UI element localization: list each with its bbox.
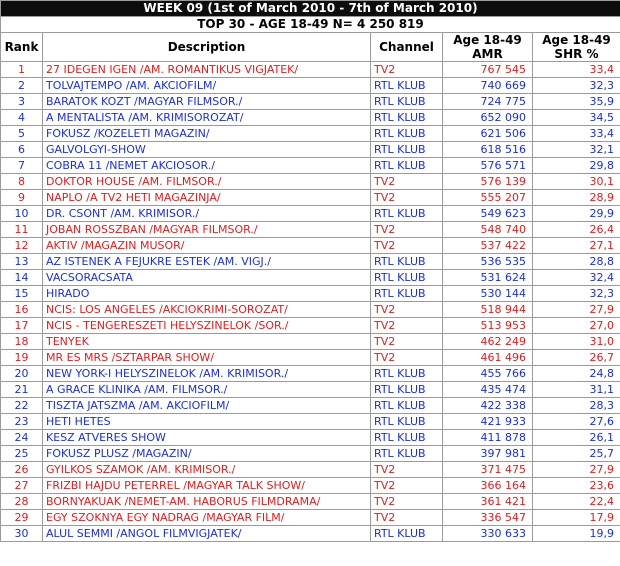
shr-cell: 22,4 xyxy=(533,494,620,510)
shr-cell: 33,4 xyxy=(533,62,620,78)
table-row xyxy=(1,110,620,126)
table-row xyxy=(1,126,620,142)
amr-cell: 361 421 xyxy=(443,494,533,510)
table-row xyxy=(1,174,620,190)
rank-cell: 22 xyxy=(1,398,43,414)
amr-header-line2: AMR xyxy=(472,47,503,61)
table-row xyxy=(1,254,620,270)
amr-cell: 621 506 xyxy=(443,126,533,142)
table-subtitle: TOP 30 - AGE 18-49 N= 4 250 819 xyxy=(1,17,620,33)
channel-cell: RTL KLUB xyxy=(371,110,443,126)
rank-cell: 20 xyxy=(1,366,43,382)
rank-cell: 18 xyxy=(1,334,43,350)
description-cell: DR. CSONT /AM. KRIMISOR./ xyxy=(43,206,371,222)
subtitle-row xyxy=(1,17,620,33)
amr-cell: 455 766 xyxy=(443,366,533,382)
shr-cell: 32,3 xyxy=(533,78,620,94)
amr-cell: 530 144 xyxy=(443,286,533,302)
amr-cell: 397 981 xyxy=(443,446,533,462)
rank-cell: 27 xyxy=(1,478,43,494)
table-row xyxy=(1,190,620,206)
table-row xyxy=(1,206,620,222)
description-cell: FOKUSZ PLUSZ /MAGAZIN/ xyxy=(43,446,371,462)
rank-cell: 2 xyxy=(1,78,43,94)
channel-cell: TV2 xyxy=(371,510,443,526)
amr-cell: 513 953 xyxy=(443,318,533,334)
shr-cell: 30,1 xyxy=(533,174,620,190)
description-cell: 27 IDEGEN IGEN /AM. ROMANTIKUS VIGJATEK/ xyxy=(43,62,371,78)
description-cell: HETI HETES xyxy=(43,414,371,430)
table-row xyxy=(1,382,620,398)
channel-cell: RTL KLUB xyxy=(371,94,443,110)
amr-header xyxy=(443,33,533,62)
channel-cell: TV2 xyxy=(371,462,443,478)
table-row xyxy=(1,78,620,94)
channel-cell: TV2 xyxy=(371,174,443,190)
description-cell: ALUL SEMMI /ANGOL FILMVIGJATEK/ xyxy=(43,526,371,542)
rank-cell: 28 xyxy=(1,494,43,510)
description-cell: HIRADO xyxy=(43,286,371,302)
channel-cell: RTL KLUB xyxy=(371,270,443,286)
rank-cell: 30 xyxy=(1,526,43,542)
amr-cell: 576 139 xyxy=(443,174,533,190)
channel-cell: TV2 xyxy=(371,334,443,350)
table-row xyxy=(1,430,620,446)
amr-cell: 371 475 xyxy=(443,462,533,478)
channel-cell: TV2 xyxy=(371,190,443,206)
table-row xyxy=(1,462,620,478)
amr-cell: 411 878 xyxy=(443,430,533,446)
table-row xyxy=(1,62,620,78)
description-cell: COBRA 11 /NEMET AKCIOSOR./ xyxy=(43,158,371,174)
rank-cell: 6 xyxy=(1,142,43,158)
rank-cell: 13 xyxy=(1,254,43,270)
amr-cell: 724 775 xyxy=(443,94,533,110)
amr-cell: 537 422 xyxy=(443,238,533,254)
description-cell: DOKTOR HOUSE /AM. FILMSOR./ xyxy=(43,174,371,190)
amr-cell: 518 944 xyxy=(443,302,533,318)
shr-cell: 29,9 xyxy=(533,206,620,222)
description-cell: TENYEK xyxy=(43,334,371,350)
channel-cell: RTL KLUB xyxy=(371,254,443,270)
rank-cell: 14 xyxy=(1,270,43,286)
rank-cell: 11 xyxy=(1,222,43,238)
channel-cell: TV2 xyxy=(371,494,443,510)
week-title: WEEK 09 (1st of March 2010 - 7th of March 2010) xyxy=(1,1,620,17)
week-title-row xyxy=(1,1,620,17)
channel-cell: RTL KLUB xyxy=(371,142,443,158)
description-cell: FOKUSZ /KOZELETI MAGAZIN/ xyxy=(43,126,371,142)
shr-cell: 32,3 xyxy=(533,286,620,302)
amr-cell: 618 516 xyxy=(443,142,533,158)
channel-cell: RTL KLUB xyxy=(371,158,443,174)
amr-cell: 330 633 xyxy=(443,526,533,542)
description-cell: A MENTALISTA /AM. KRIMISOROZAT/ xyxy=(43,110,371,126)
shr-cell: 28,8 xyxy=(533,254,620,270)
shr-cell: 29,8 xyxy=(533,158,620,174)
amr-cell: 421 933 xyxy=(443,414,533,430)
table-row xyxy=(1,94,620,110)
shr-cell: 35,9 xyxy=(533,94,620,110)
table-row xyxy=(1,350,620,366)
rank-cell: 29 xyxy=(1,510,43,526)
channel-cell: TV2 xyxy=(371,478,443,494)
channel-cell: RTL KLUB xyxy=(371,78,443,94)
rank-cell: 5 xyxy=(1,126,43,142)
table-row xyxy=(1,334,620,350)
amr-cell: 462 249 xyxy=(443,334,533,350)
shr-cell: 31,0 xyxy=(533,334,620,350)
description-cell: TOLVAJTEMPO /AM. AKCIOFILM/ xyxy=(43,78,371,94)
shr-cell: 23,6 xyxy=(533,478,620,494)
rank-cell: 15 xyxy=(1,286,43,302)
shr-cell: 26,4 xyxy=(533,222,620,238)
amr-header-line1: Age 18-49 xyxy=(453,33,522,47)
shr-header-line2: SHR % xyxy=(554,47,599,61)
shr-cell: 25,7 xyxy=(533,446,620,462)
amr-cell: 366 164 xyxy=(443,478,533,494)
table-row xyxy=(1,318,620,334)
shr-cell: 19,9 xyxy=(533,526,620,542)
description-cell: BARATOK KOZT /MAGYAR FILMSOR./ xyxy=(43,94,371,110)
rank-cell: 1 xyxy=(1,62,43,78)
table-row xyxy=(1,366,620,382)
channel-cell: RTL KLUB xyxy=(371,382,443,398)
description-cell: AZ ISTENEK A FEJUKRE ESTEK /AM. VIGJ./ xyxy=(43,254,371,270)
rank-cell: 9 xyxy=(1,190,43,206)
channel-cell: TV2 xyxy=(371,302,443,318)
description-cell: FRIZBI HAJDU PETERREL /MAGYAR TALK SHOW/ xyxy=(43,478,371,494)
amr-cell: 336 547 xyxy=(443,510,533,526)
channel-cell: TV2 xyxy=(371,222,443,238)
description-cell: NEW YORK-I HELYSZINELOK /AM. KRIMISOR./ xyxy=(43,366,371,382)
description-cell: NCIS: LOS ANGELES /AKCIOKRIMI-SOROZAT/ xyxy=(43,302,371,318)
shr-cell: 28,9 xyxy=(533,190,620,206)
shr-cell: 33,4 xyxy=(533,126,620,142)
shr-cell: 24,8 xyxy=(533,366,620,382)
table-row xyxy=(1,398,620,414)
amr-cell: 422 338 xyxy=(443,398,533,414)
shr-cell: 27,6 xyxy=(533,414,620,430)
shr-cell: 27,9 xyxy=(533,302,620,318)
table-row xyxy=(1,478,620,494)
channel-cell: RTL KLUB xyxy=(371,526,443,542)
description-cell: NCIS - TENGERESZETI HELYSZINELOK /SOR./ xyxy=(43,318,371,334)
shr-cell: 17,9 xyxy=(533,510,620,526)
table-row xyxy=(1,222,620,238)
shr-cell: 26,1 xyxy=(533,430,620,446)
rank-cell: 12 xyxy=(1,238,43,254)
amr-cell: 531 624 xyxy=(443,270,533,286)
channel-cell: TV2 xyxy=(371,350,443,366)
description-cell: JOBAN ROSSZBAN /MAGYAR FILMSOR./ xyxy=(43,222,371,238)
table-row xyxy=(1,414,620,430)
table-row xyxy=(1,302,620,318)
table-row xyxy=(1,270,620,286)
description-cell: MR ES MRS /SZTARPAR SHOW/ xyxy=(43,350,371,366)
rank-cell: 21 xyxy=(1,382,43,398)
shr-cell: 31,1 xyxy=(533,382,620,398)
rank-cell: 7 xyxy=(1,158,43,174)
rank-cell: 25 xyxy=(1,446,43,462)
amr-cell: 435 474 xyxy=(443,382,533,398)
channel-cell: RTL KLUB xyxy=(371,398,443,414)
column-header-row xyxy=(1,33,620,62)
shr-cell: 32,4 xyxy=(533,270,620,286)
description-cell: TISZTA JATSZMA /AM. AKCIOFILM/ xyxy=(43,398,371,414)
rank-header: Rank xyxy=(1,33,43,62)
amr-cell: 740 669 xyxy=(443,78,533,94)
amr-cell: 548 740 xyxy=(443,222,533,238)
channel-cell: TV2 xyxy=(371,318,443,334)
shr-cell: 28,3 xyxy=(533,398,620,414)
rank-cell: 10 xyxy=(1,206,43,222)
shr-cell: 34,5 xyxy=(533,110,620,126)
description-cell: BORNYAKUAK /NEMET-AM. HABORUS FILMDRAMA/ xyxy=(43,494,371,510)
description-cell: KESZ ATVERES SHOW xyxy=(43,430,371,446)
description-cell: NAPLO /A TV2 HETI MAGAZINJA/ xyxy=(43,190,371,206)
channel-header: Channel xyxy=(371,33,443,62)
description-cell: GALVOLGYI-SHOW xyxy=(43,142,371,158)
rank-cell: 19 xyxy=(1,350,43,366)
table-row xyxy=(1,142,620,158)
shr-header xyxy=(533,33,620,62)
table-row xyxy=(1,238,620,254)
shr-cell: 27,9 xyxy=(533,462,620,478)
table-row xyxy=(1,158,620,174)
amr-cell: 549 623 xyxy=(443,206,533,222)
rank-cell: 26 xyxy=(1,462,43,478)
channel-cell: RTL KLUB xyxy=(371,206,443,222)
channel-cell: TV2 xyxy=(371,62,443,78)
amr-cell: 461 496 xyxy=(443,350,533,366)
channel-cell: RTL KLUB xyxy=(371,430,443,446)
rank-cell: 8 xyxy=(1,174,43,190)
amr-cell: 536 535 xyxy=(443,254,533,270)
channel-cell: RTL KLUB xyxy=(371,366,443,382)
table-row xyxy=(1,510,620,526)
rank-cell: 17 xyxy=(1,318,43,334)
shr-cell: 27,1 xyxy=(533,238,620,254)
description-header: Description xyxy=(43,33,371,62)
description-cell: EGY SZOKNYA EGY NADRAG /MAGYAR FILM/ xyxy=(43,510,371,526)
rank-cell: 23 xyxy=(1,414,43,430)
description-cell: GYILKOS SZAMOK /AM. KRIMISOR./ xyxy=(43,462,371,478)
table-row xyxy=(1,286,620,302)
table-row xyxy=(1,526,620,542)
description-cell: VACSORACSATA xyxy=(43,270,371,286)
amr-cell: 576 571 xyxy=(443,158,533,174)
amr-cell: 555 207 xyxy=(443,190,533,206)
shr-cell: 32,1 xyxy=(533,142,620,158)
channel-cell: RTL KLUB xyxy=(371,414,443,430)
shr-cell: 27,0 xyxy=(533,318,620,334)
channel-cell: RTL KLUB xyxy=(371,126,443,142)
rank-cell: 4 xyxy=(1,110,43,126)
channel-cell: RTL KLUB xyxy=(371,446,443,462)
description-cell: AKTIV /MAGAZIN MUSOR/ xyxy=(43,238,371,254)
rank-cell: 3 xyxy=(1,94,43,110)
description-cell: A GRACE KLINIKA /AM. FILMSOR./ xyxy=(43,382,371,398)
shr-cell: 26,7 xyxy=(533,350,620,366)
channel-cell: TV2 xyxy=(371,238,443,254)
table-row xyxy=(1,446,620,462)
ratings-rows xyxy=(1,62,620,542)
amr-cell: 767 545 xyxy=(443,62,533,78)
rank-cell: 24 xyxy=(1,430,43,446)
shr-header-line1: Age 18-49 xyxy=(542,33,611,47)
table-row xyxy=(1,494,620,510)
channel-cell: RTL KLUB xyxy=(371,286,443,302)
amr-cell: 652 090 xyxy=(443,110,533,126)
rank-cell: 16 xyxy=(1,302,43,318)
